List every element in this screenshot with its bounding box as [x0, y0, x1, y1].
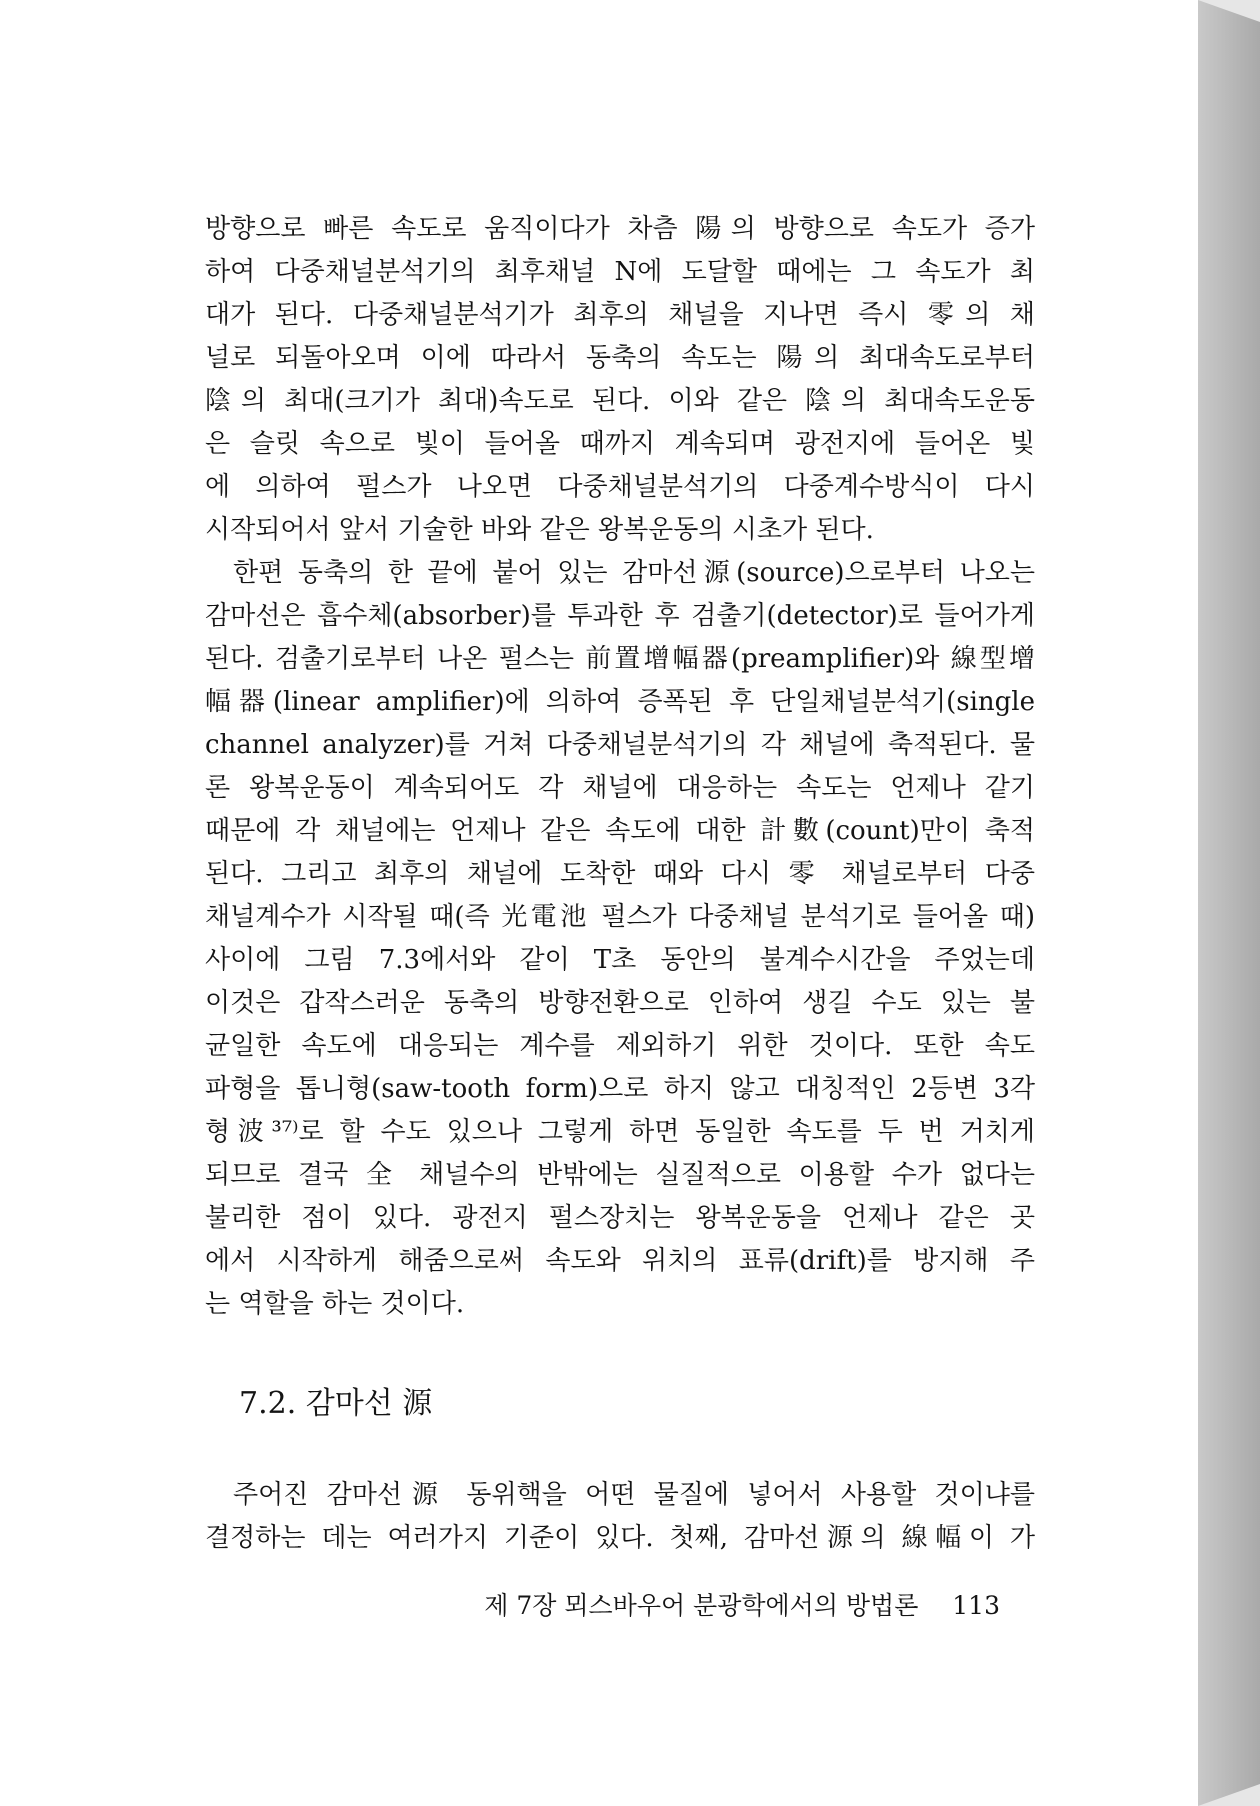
body-line: 대가 된다. 다중채널분석기가 최후의 채널을 지나면 즉시 零의 채: [205, 300, 1035, 330]
running-title: 제 7장 뫼스바우어 분광학에서의 방법론: [484, 1591, 919, 1620]
body-line: 하여 다중채널분석기의 최후채널 N에 도달할 때에는 그 속도가 최: [205, 257, 1035, 287]
body-line: 론 왕복운동이 계속되어도 각 채널에 대응하는 속도는 언제나 같기: [205, 773, 1035, 803]
page-text: [205, 208, 1035, 1560]
body-line: 된다. 그리고 최후의 채널에 도착한 때와 다시 零 채널로부터 다중: [205, 859, 1035, 889]
body-line: 불리한 점이 있다. 광전지 펄스장치는 왕복운동을 언제나 같은 곳: [205, 1203, 1035, 1233]
body-line: 주어진 감마선源 동위핵을 어떤 물질에 넣어서 사용할 것이냐를: [233, 1480, 1035, 1510]
body-line: 채널계수가 시작될 때(즉 光電池 펄스가 다중채널 분석기로 들어올 때): [205, 902, 1035, 932]
page-number: 113: [952, 1591, 1000, 1620]
body-line: 陰의 최대(크기가 최대)속도로 된다. 이와 같은 陰의 최대속도운동: [205, 386, 1035, 416]
body-line: 幅器(linear amplifier)에 의하여 증폭된 후 단일채널분석기(single: [205, 687, 1035, 717]
section-spacer: [205, 1434, 1035, 1474]
body-line: 때문에 각 채널에는 언제나 같은 속도에 대한 計數(count)만이 축적: [205, 816, 1035, 846]
body-line: 형波³⁷⁾로 할 수도 있으나 그렇게 하면 동일한 속도를 두 번 거치게: [205, 1117, 1035, 1147]
body-line: 한편 동축의 한 끝에 붙어 있는 감마선源(source)으로부터 나오는: [233, 558, 1035, 588]
body-line: 사이에 그림 7.3에서와 같이 T초 동안의 불계수시간을 주었는데: [205, 945, 1035, 975]
body-line: 되므로 결국 全 채널수의 반밖에는 실질적으로 이용할 수가 없다는: [205, 1160, 1035, 1190]
body-line: channel analyzer)를 거쳐 다중채널분석기의 각 채널에 축적된다. 물: [205, 730, 1035, 760]
body-line: 된다. 검출기로부터 나온 펄스는 前置增幅器(preamplifier)와 線型增: [205, 644, 1035, 674]
body-line: 에서 시작하게 해줌으로써 속도와 위치의 표류(drift)를 방지해 주: [205, 1246, 1035, 1276]
body-line: 시작되어서 앞서 기술한 바와 같은 왕복운동의 시초가 된다.: [205, 515, 874, 545]
body-line: 균일한 속도에 대응되는 계수를 제외하기 위한 것이다. 또한 속도: [205, 1031, 1035, 1061]
body-line: 널로 되돌아오며 이에 따라서 동축의 속도는 陽의 최대속도로부터: [205, 343, 1035, 373]
section-heading: 7.2. 감마선 源: [239, 1386, 433, 1421]
body-line: 에 의하여 펄스가 나오면 다중채널분석기의 다중계수방식이 다시: [205, 472, 1035, 502]
body-line: 파형을 톱니형(saw-tooth form)으로 하지 않고 대칭적인 2등변 3각: [205, 1074, 1035, 1104]
body-line: 방향으로 빠른 속도로 움직이다가 차츰 陽의 방향으로 속도가 증가: [205, 214, 1035, 244]
body-line: 감마선은 흡수체(absorber)를 투과한 후 검출기(detector)로 들어가게: [205, 601, 1035, 631]
body-line: 는 역할을 하는 것이다.: [205, 1289, 465, 1319]
body-line: 이것은 갑작스러운 동축의 방향전환으로 인하여 생길 수도 있는 불: [205, 988, 1035, 1018]
body-line: 결정하는 데는 여러가지 기준이 있다. 첫째, 감마선源의 線幅이 가: [205, 1523, 1035, 1553]
page-footer: [484, 1586, 1000, 1622]
page-stack-edge: [1198, 0, 1260, 1806]
body-line: 은 슬릿 속으로 빛이 들어올 때까지 계속되며 광전지에 들어온 빛: [205, 429, 1035, 459]
